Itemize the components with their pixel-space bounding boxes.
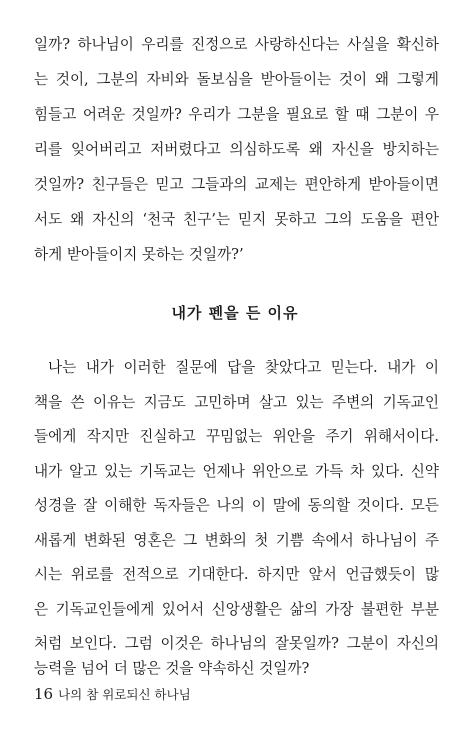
- text-line: 는 것이, 그분의 자비와 돌보심을 받아들이는 것이 왜 그렇게: [34, 71, 439, 88]
- section-heading: 내가 펜을 든 이유: [171, 304, 299, 322]
- book-title: 나의 참 위로되신 하나님: [58, 687, 191, 702]
- text-line: 일까? 하나님이 우리를 진정으로 사랑하신다는 사실을 확신하: [34, 36, 439, 53]
- text-line: 리를 잊어버리고 저버렸다고 의심하도록 왜 자신을 방치하는: [34, 141, 439, 158]
- text-line: 새롭게 변화된 영혼은 그 변화의 첫 기쁨 속에서 하나님이 주: [34, 532, 439, 549]
- text-line: 처럼 보인다. 그럼 이것은 하나님의 잘못일까? 그분이 자신의: [34, 635, 439, 652]
- text-line: 내가 알고 있는 기독교는 언제나 위안으로 가득 차 있다. 신약: [34, 463, 439, 480]
- page-number: 16: [34, 685, 54, 703]
- text-line: 힘들고 어려운 것일까? 우리가 그분을 필요로 할 때 그분이 우: [34, 106, 439, 123]
- text-line: 성경을 잘 이해한 독자들은 나의 이 말에 동의할 것이다. 모든: [34, 497, 439, 514]
- text-line: 나는 내가 이러한 질문에 답을 찾았다고 믿는다. 내가 이: [48, 359, 439, 376]
- text-line: 서도 왜 자신의 ‘천국 친구’는 믿지 못하고 그의 도움을 편안: [34, 211, 439, 228]
- text-line: 능력을 넘어 더 많은 것을 약속하신 것일까?: [34, 660, 310, 677]
- text-line: 것일까? 친구들은 믿고 그들과의 교제는 편안하게 받아들이면: [34, 176, 439, 193]
- text-line: 들에게 작지만 진실하고 꾸밈없는 위안을 주기 위해서이다.: [34, 428, 439, 445]
- text-line: 하게 받아들이지 못하는 것일까?’: [34, 246, 244, 263]
- page-footer: [34, 683, 191, 705]
- text-line: 책을 쓴 이유는 지금도 고민하며 살고 있는 주변의 기독교인: [34, 394, 439, 411]
- text-line: 시는 위로를 전적으로 기대한다. 하지만 앞서 언급했듯이 많: [34, 566, 439, 583]
- text-line: 은 기독교인들에게 있어서 신앙생활은 삶의 가장 불편한 부분: [34, 601, 439, 618]
